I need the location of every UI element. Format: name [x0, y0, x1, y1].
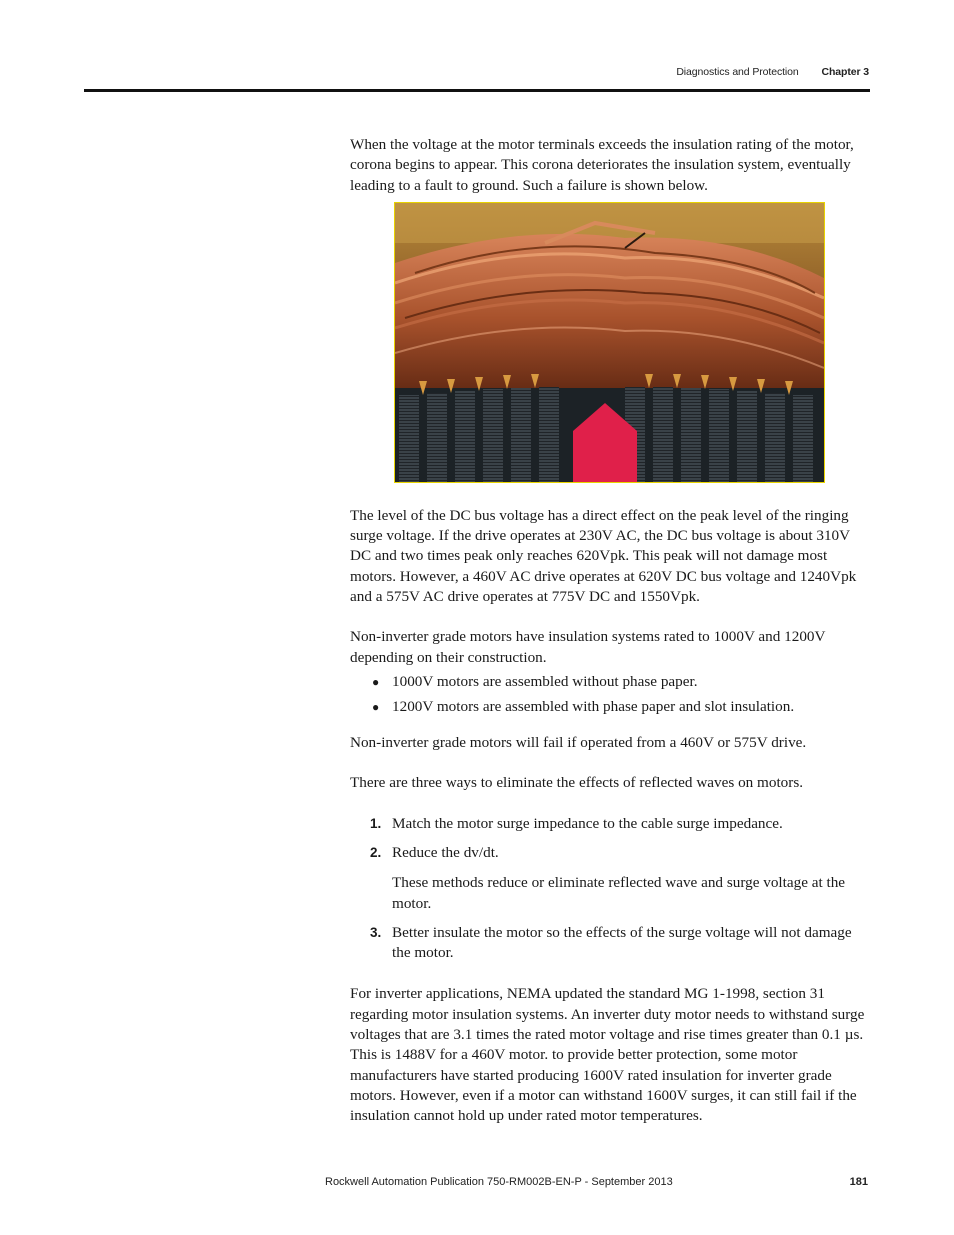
running-header [676, 66, 869, 78]
page-body [350, 135, 870, 1127]
paragraph-non-inverter-fail: Non-inverter grade motors will fail if operated from a 460V or 575V drive. [350, 734, 807, 752]
step-number: 3. [370, 924, 382, 940]
step-text: Match the motor surge impedance to the cable surge impedance. [392, 814, 783, 832]
mitigation-steps-list [350, 814, 870, 964]
insulation-bullet-list [350, 672, 870, 717]
step-text: Better insulate the motor so the effects of the surge voltage will not damage the motor. [392, 923, 852, 962]
step-number: 1. [370, 815, 382, 831]
header-chapter-label: Chapter 3 [821, 66, 869, 78]
list-item: ● 1000V motors are assembled without phase paper. [350, 672, 870, 692]
footer-publication: Rockwell Automation Publication 750-RM002B-EN-P - September 2013 [325, 1176, 673, 1188]
list-item: ● 1200V motors are assembled with phase paper and slot insulation. [350, 697, 870, 717]
bullet-icon: ● [372, 674, 380, 689]
step-note: These methods reduce or eliminate reflected wave and surge voltage at the motor. [392, 874, 846, 912]
motor-winding-failure-photo [394, 202, 825, 483]
list-item [350, 843, 870, 914]
header-rule [84, 89, 870, 92]
paragraph-three-ways: There are three ways to eliminate the effects of reflected waves on motors. [350, 774, 804, 792]
header-section-title: Diagnostics and Protection [676, 66, 799, 78]
list-item [350, 814, 870, 834]
page-number: 181 [849, 1176, 868, 1188]
paragraph-non-inverter-ratings: Non-inverter grade motors have insulation systems rated to 1000V and 1200V depending on their construction. [350, 628, 826, 666]
list-item [350, 923, 870, 964]
step-number: 2. [370, 844, 382, 860]
step-text: Reduce the dv/dt. [392, 843, 499, 861]
paragraph-dc-bus: The level of the DC bus voltage has a direct effect on the peak level of the ringing surge voltage. If the drive operates at 230V AC, the DC bus voltage is about 310V DC and two times peak only reaches 620Vpk. This peak will not damage most motors. However, a 460V AC drive operates at 620V DC bus voltage and 1240Vpk and a 575V AC drive operates at 775V DC and 1550Vpk. [350, 506, 857, 606]
paragraph-corona-intro: When the voltage at the motor terminals exceeds the insulation rating of the motor, corona begins to appear. This corona deteriorates the insulation system, eventually leading to a fault to ground. Such a failure is shown below. [350, 136, 854, 194]
bullet-icon: ● [372, 699, 380, 714]
paragraph-nema-standard: For inverter applications, NEMA updated the standard MG 1-1998, section 31 regarding motor insulation systems. An inverter duty motor needs to withstand surge voltages that are 3.1 times the rated motor voltage and rise times greater than 0.1 µs. This is 1488V for a 460V motor. to provide better protection, some motor manufacturers have started producing 1600V rated insulation for inverter grade motors. However, even if a motor can withstand 1600V surges, it can still fail if the insulation cannot hold up under rated motor temperatures. [350, 985, 865, 1125]
